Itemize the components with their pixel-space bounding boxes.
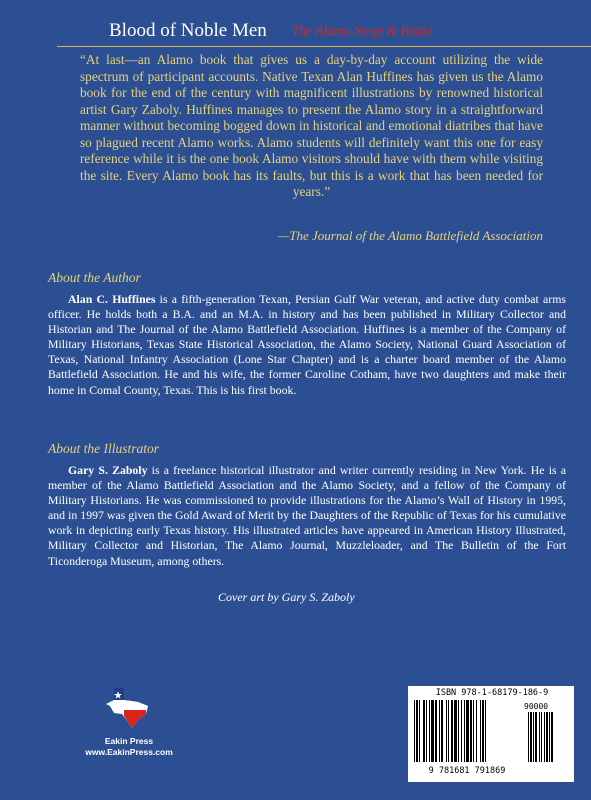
barcode-digits: 9 781681 791869 bbox=[428, 766, 506, 776]
texas-flag-map-icon bbox=[104, 686, 152, 730]
publisher-website: www.EakinPress.com bbox=[85, 747, 173, 757]
review-quote: “At last—an Alamo book that gives us a day-by-day account utilizing the wide spectrum of participant accounts. Native Texan Alan Huffines has given us the Alamo book for the end of the century with magnificent illustrations by renowned historical artist Gary Zaboly. Huffines manages to present the Alamo story in a straightforward manner without becoming bogged down in historical and emotional diatribes that have so plagued recent Alamo works. Alamo students will definitely want this one for easy reference while it is the one book Alamo visitors should have with them while visiting the site. Every Alamo book has its faults, but this is a work that has been needed for years.” bbox=[80, 52, 543, 199]
barcode-box bbox=[408, 686, 574, 782]
author-heading: About the Author bbox=[48, 270, 141, 285]
book-subtitle: The Alamo Siege & Battle bbox=[292, 23, 433, 38]
isbn-text: ISBN 978-1-68179-186-9 bbox=[435, 688, 549, 698]
quote-attribution: —The Journal of the Alamo Battlefield Association bbox=[277, 228, 543, 243]
price-code: 90000 bbox=[524, 702, 549, 711]
illustrator-heading: About the Illustrator bbox=[48, 441, 159, 456]
author-bio-text: is a fifth-generation Texan, Persian Gulf War veteran, and active duty combat arms officer. He holds both a B.A. and an M.A. in history and has been published in Military Collector and Historian and The Journal of the Alamo Battlefield Association. Huffines is a member of the Company of Military Historians, Texas State Historical Association, the Alamo Society, National Guard Association of Texas, National Infantry Association (Lone Star Chapter) and is a charter board member of the Alamo Battlefield Association. He and his wife, the former Caroline Cotham, have two daughters and make their home in Comal County, Texas. This is his first book. bbox=[48, 292, 566, 397]
illustrator-name: Gary S. Zaboly bbox=[68, 463, 148, 477]
header bbox=[0, 14, 591, 44]
book-title: Blood of Noble Men bbox=[109, 20, 267, 41]
cover-credit: Cover art by Gary S. Zaboly bbox=[218, 590, 355, 604]
illustrator-bio bbox=[48, 463, 566, 569]
author-bio bbox=[48, 292, 566, 398]
header-rule bbox=[57, 46, 591, 47]
illustrator-bio-text: is a freelance historical illustrator and writer currently residing in New York. He is a member of the Alamo Battlefield Association and the Alamo Society, and a fellow of the Company of Military Historians. He was commissioned to provide illustrations for the Alamo’s Wall of History in 1995, and in 1997 was given the Gold Award of Merit by the Daughters of the Republic of Texas for his cumulative work in depicting early Texas history. His illustrated articles have appeared in American History Illustrated, Military Collector and Historian, The Alamo Journal, Muzzleloader, and The Bulletin of the Fort Ticonderoga Museum, among others. bbox=[48, 463, 566, 568]
author-name: Alan C. Huffines bbox=[68, 292, 156, 306]
publisher-logo bbox=[64, 686, 194, 756]
publisher-name: Eakin Press bbox=[104, 736, 154, 746]
